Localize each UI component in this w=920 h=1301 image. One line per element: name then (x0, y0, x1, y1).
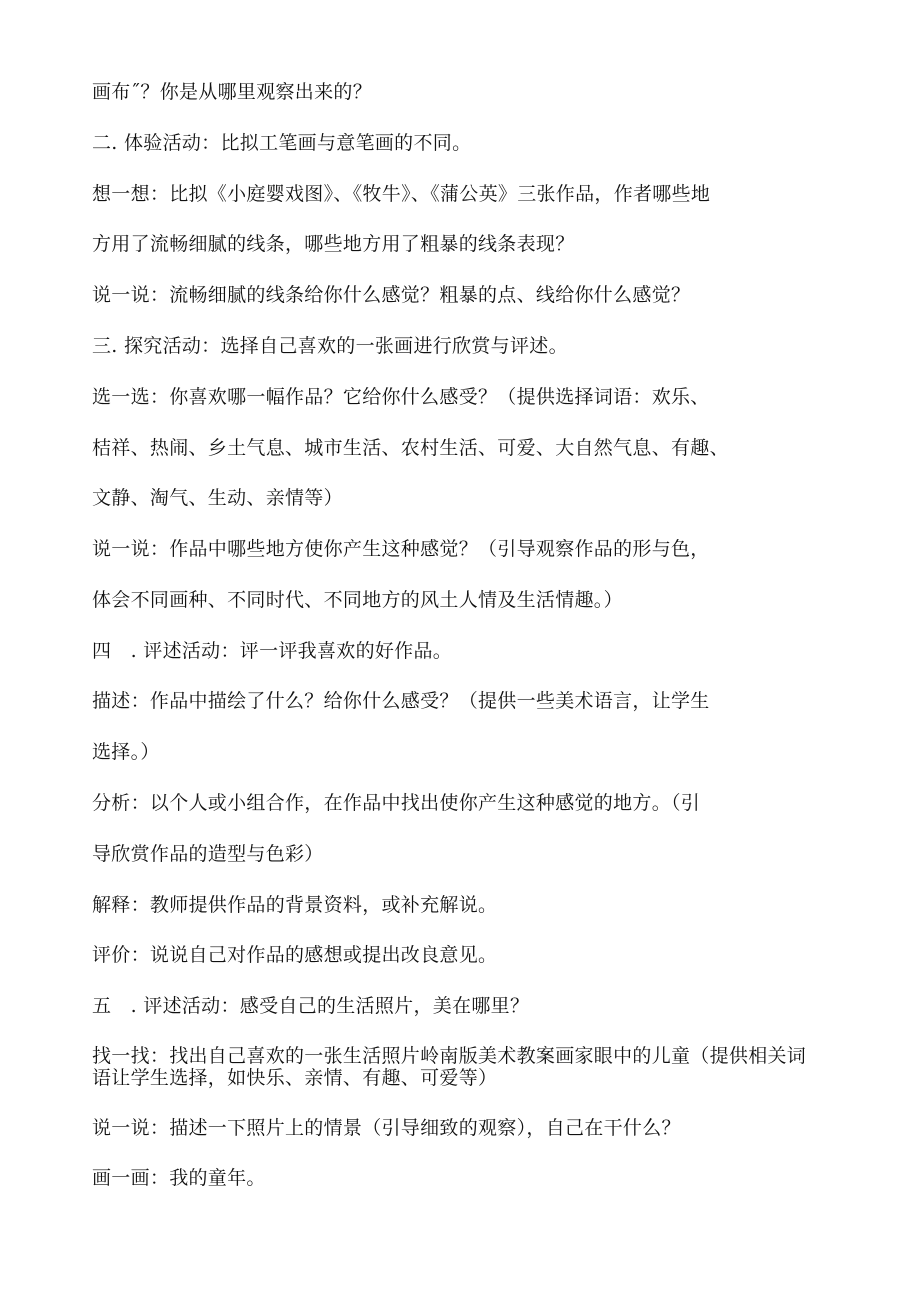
section-heading-4: 四 . 评述活动：评一评我喜欢的好作品。 (92, 640, 453, 662)
text-line-18: 评价：说说自己对作品的感想或提出改良意见。 (92, 944, 498, 966)
text-line-10: 说一说：作品中哪些地方使你产生这种感觉？（引导观察作品的形与色， (92, 538, 710, 560)
text-line-9: 文静、淘气、生动、亲情等） (92, 487, 343, 509)
text-line-1: 画布˝？你是从哪里观察出来的？ (92, 81, 373, 103)
text-line-7: 选一选：你喜欢哪一幅作品？它给你什么感受？（提供选择词语：欢乐、 (92, 386, 710, 408)
section-heading-5: 五 . 评述活动：感受自己的生活照片，美在哪里？ (92, 995, 530, 1017)
text-line-11: 体会不同画种、不同时代、不同地方的风土人情及生活情趣。） (92, 589, 623, 611)
text-line-16: 导欣赏作品的造型与色彩） (92, 843, 324, 865)
text-paragraph-20: 找一找：找出自己喜欢的一张生活照片岭南版美术教案画家眼中的儿童（提供相关词语让学生选择，如快乐、亲情、有趣、可爱等） (92, 1045, 807, 1089)
text-line-17: 解释：教师提供作品的背景资料，或补充解说。 (92, 894, 498, 916)
text-line-3: 想一想：比拟《小庭婴戏图》、《牧牛》、《蒲公英》三张作品，作者哪些地 (92, 183, 711, 205)
section-heading-3: 三. 探究活动：选择自己喜欢的一张画进行欣赏与评述。 (92, 335, 568, 357)
text-line-15: 分析：以个人或小组合作，在作品中找出使你产生这种感觉的地方。（引 (92, 792, 701, 814)
text-line-21: 说一说：描述一下照片上的情景（引导细致的观察），自己在干什么？ (92, 1117, 681, 1139)
text-line-4: 方用了流畅细腻的线条，哪些地方用了粗暴的线条表现？ (92, 233, 575, 255)
text-line-5: 说一说：流畅细腻的线条给你什么感觉？粗暴的点、线给你什么感觉？ (92, 284, 691, 306)
section-heading-2: 二. 体验活动：比拟工笔画与意笔画的不同。 (92, 132, 472, 154)
text-line-8: 桔祥、热闹、乡土气息、城市生活、农村生活、可爱、大自然气息、有趣、 (92, 437, 729, 459)
text-line-13: 描述：作品中描绘了什么？给你什么感受？（提供一些美术语言，让学生 (92, 690, 710, 712)
text-line-22: 画一画：我的童年。 (92, 1167, 266, 1189)
text-line-14: 选择。） (92, 741, 160, 763)
